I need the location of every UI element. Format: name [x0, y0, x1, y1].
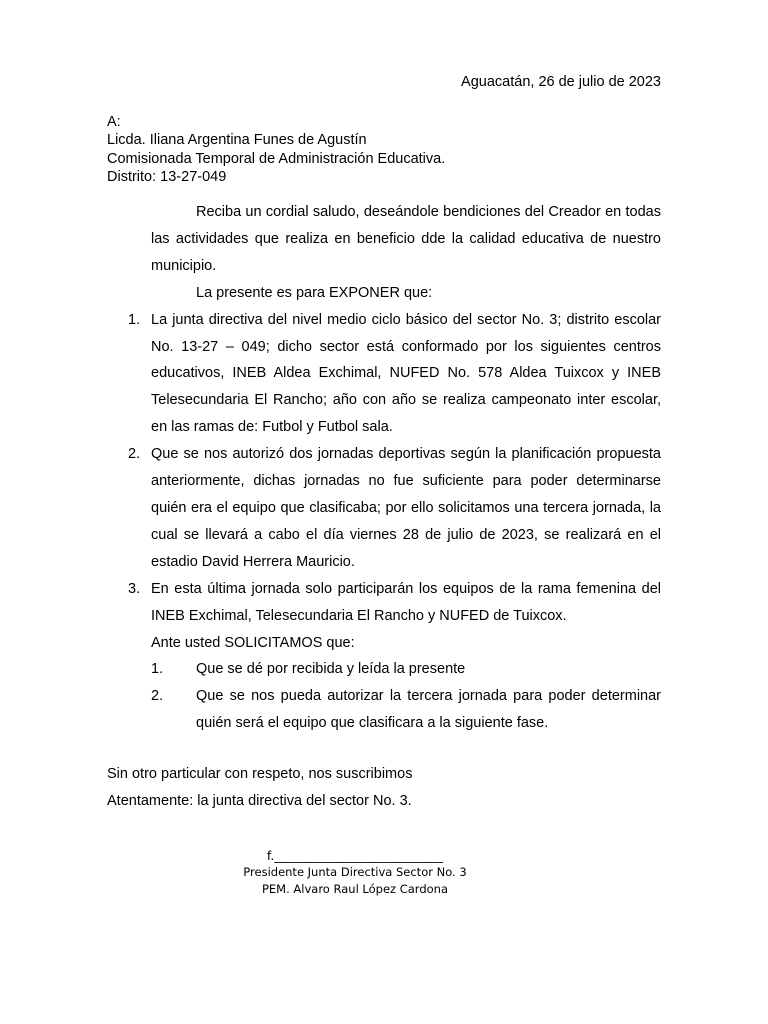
- intro-paragraph: La presente es para EXPONER que:: [196, 284, 433, 301]
- list-item-number: 1.: [128, 311, 141, 328]
- list-item-text: Que se nos pueda autorizar la tercera jornada para poder determinar quién será el equipo que clasificara a la siguiente fase.: [196, 688, 661, 732]
- list-item-text: En esta última jornada solo participarán los equipos de la rama femenina del INEB Exchimal, Telesecundaria El Rancho y NUFED de Tuixcox.: [151, 580, 661, 624]
- closing-line: Sin otro particular con respeto, nos suscribimos: [107, 766, 413, 782]
- list-item: [151, 656, 661, 683]
- request-intro: Ante usted SOLICITAMOS que:: [151, 634, 355, 651]
- recipient-role: Comisionada Temporal de Administración Educativa.: [107, 150, 446, 167]
- list-item: [128, 576, 661, 630]
- list-item-number: 2.: [128, 446, 141, 463]
- list-item: [151, 683, 661, 737]
- request-list: [151, 656, 661, 737]
- recipient-district: Distrito: 13-27-049: [107, 168, 227, 185]
- exposition-list: [128, 307, 661, 630]
- recipient-prefix: A:: [107, 114, 121, 130]
- list-item-number: 1.: [151, 661, 164, 678]
- list-item-text: La junta directiva del nivel medio ciclo básico del sector No. 3; distrito escolar No. 13-27 – 049; dicho sector está conformado por los siguientes centros educativos, INEB Aldea Exchimal, NUFED No. 578 Aldea Tuixcox y INEB Telesecundaria El Rancho; año con año se realiza campeonato inter escolar, en las ramas de: Futbol y Futbol sala.: [151, 311, 661, 436]
- list-item-number: 2.: [151, 688, 164, 705]
- list-item-text: Que se dé por recibida y leída la presente: [196, 661, 466, 678]
- closing-line: Atentamente: la junta directiva del sector No. 3.: [107, 793, 412, 809]
- recipient-name: Licda. Iliana Argentina Funes de Agustín: [107, 132, 367, 149]
- list-item: [128, 307, 661, 442]
- greeting-paragraph: Reciba un cordial saludo, deseándole bendiciones del Creador en todas las actividades que realiza en beneficio dde la calidad educativa de nuestro municipio.: [151, 204, 661, 274]
- recipient-block: [107, 113, 445, 186]
- signer-name: PEM. Alvaro Raul López Cardona: [261, 882, 449, 896]
- list-item-text: Que se nos autorizó dos jornadas deportivas según la planificación propuesta anteriormente, dichas jornadas no fue suficiente para poder determinarse quién era el equipo que clasificaba; por ello solicitamos una tercera jornada, la cual se llevará a cabo el día viernes 28 de julio de 2023, se realizará en el estadio David Herrera Mauricio.: [151, 446, 661, 570]
- signature-line: f.___________________________: [266, 848, 444, 863]
- list-item: [128, 441, 661, 576]
- signer-title: Presidente Junta Directiva Sector No. 3: [243, 865, 467, 879]
- letter-body: [128, 199, 661, 737]
- closing-block: [107, 761, 412, 815]
- list-item-number: 3.: [128, 580, 141, 597]
- signature-block: [230, 847, 480, 898]
- date-line: Aguacatán, 26 de julio de 2023: [461, 74, 661, 90]
